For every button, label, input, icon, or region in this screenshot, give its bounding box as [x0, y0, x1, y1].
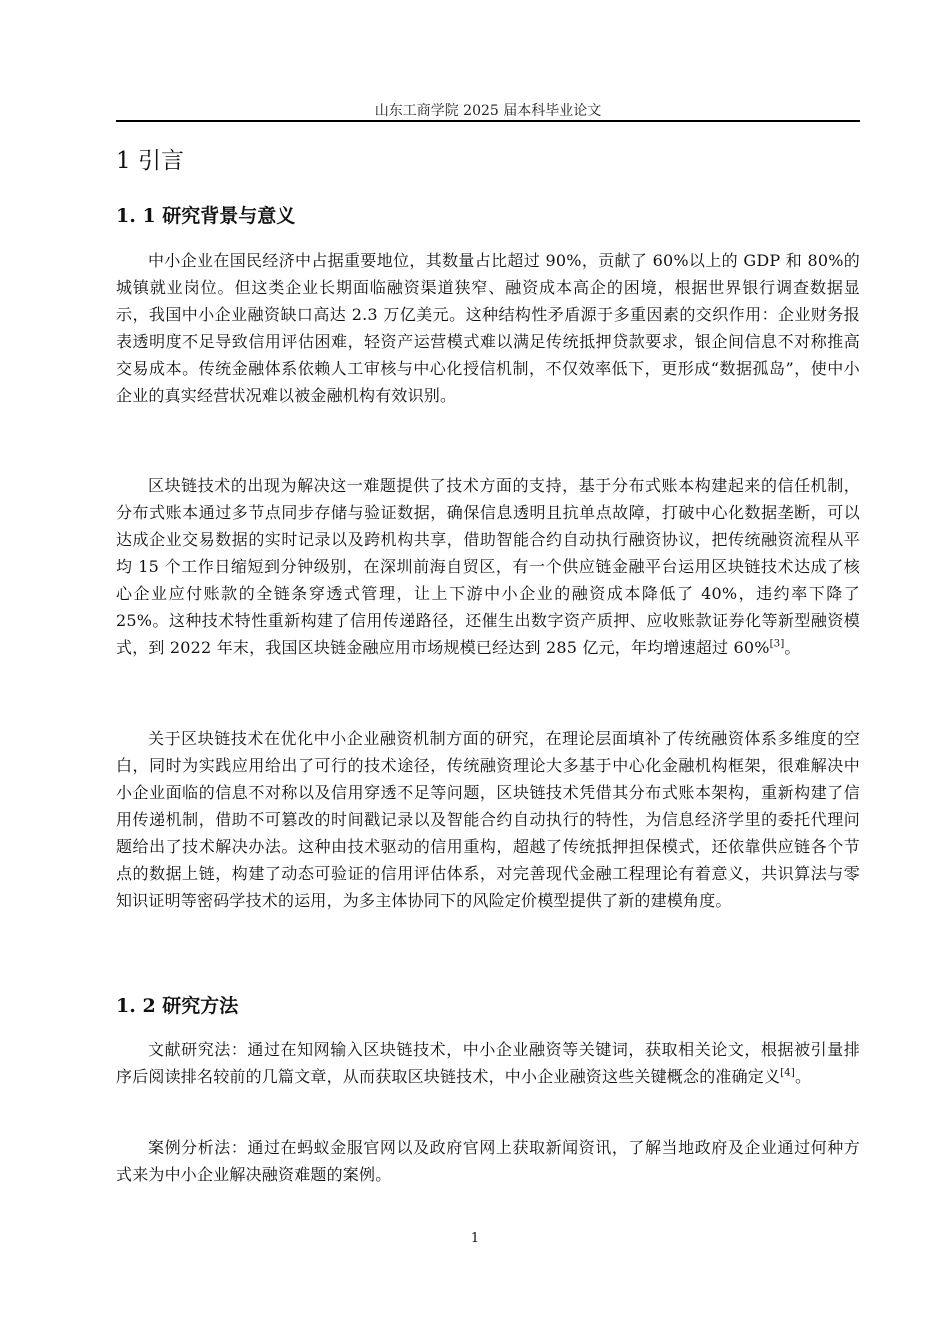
paragraph-case-method: 案例分析法：通过在蚂蚁金服官网以及政府官网上获取新闻资讯，了解当地政府及企业通过何种方式来为中小企业解决融资难题的案例。: [116, 1138, 860, 1184]
paragraph-end: 。: [784, 638, 801, 657]
citation-ref: [4]: [780, 1067, 795, 1079]
citation-ref: [3]: [769, 638, 785, 650]
paragraph-background-2: [116, 472, 860, 661]
paragraph-end: 。: [794, 1067, 812, 1086]
paragraph-significance: 关于区块链技术在优化中小企业融资机制方面的研究，在理论层面填补了传统融资体系多维度的空白，同时为实践应用给出了可行的技术途径，传统融资理论大多基于中心化金融机构框架，很难解决中小企业面临的信息不对称以及信用穿透不足等问题，区块链技术凭借其分布式账本架构，重新构建了信用传递机制，借助不可篡改的时间戳记录以及智能合约自动执行的特性，为信息经济学里的委托代理问题给出了技术解决办法。这种由技术驱动的信用重构，超越了传统抵押担保模式，还依靠供应链各个节点的数据上链，构建了动态可验证的信用评估体系，对完善现代金融工程理论有着意义，共识算法与零知识证明等密码学技术的运用，为多主体协同下的风险定价模型提供了新的建模角度。: [116, 729, 860, 910]
page-header: 山东工商学院 2025 届本科毕业论文: [374, 103, 602, 119]
page-number: 1: [470, 1231, 480, 1246]
section-title-background: 1. 1 研究背景与意义: [116, 205, 296, 227]
chapter-title: 1 引言: [116, 148, 184, 174]
section-title-methods: 1. 2 研究方法: [116, 995, 239, 1017]
paragraph-background-1: 中小企业在国民经济中占据重要地位，其数量占比超过 90%，贡献了 60%以上的 GDP 和 80%的城镇就业岗位。但这类企业长期面临融资渠道狭窄、融资成本高企的困境，根据世界银行调查数据显示，我国中小企业融资缺口高达 2.3 万亿美元。这种结构性矛盾源于多重因素的交织作用：企业财务报表透明度不足导致信用评估困难，轻资产运营模式难以满足传统抵押贷款要求，银企间信息不对称推高交易成本。传统金融体系依赖人工审核与中心化授信机制，不仅效率低下，更形成“数据孤岛”，使中小企业的真实经营状况难以被金融机构有效识别。: [116, 251, 860, 405]
paragraph-text: 文献研究法：通过在知网输入区块链技术，中小企业融资等关键词，获取相关论文，根据被引量排序后阅读排名较前的几篇文章，从而获取区块链技术，中小企业融资这些关键概念的准确定义: [116, 1040, 860, 1086]
paragraph-text: 区块链技术的出现为解决这一难题提供了技术方面的支持，基于分布式账本构建起来的信任机制，分布式账本通过多节点同步存储与验证数据，确保信息透明且抗单点故障，打破中心化数据垄断，可以达成企业交易数据的实时记录以及跨机构共享，借助智能合约自动执行融资协议，把传统融资流程从平均 15 个工作日缩短到分钟级别，在深圳前海自贸区，有一个供应链金融平台运用区块链技术达成了核心企业应付账款的全链条穿透式管理，让上下游中小企业的融资成本降低了 40%，违约率下降了 25%。这种技术特性重新构建了信用传递路径，还催生出数字资产质押、应收账款证券化等新型融资模式，到 2022 年末，我国区块链金融应用市场规模已经达到 285 亿元，年均增速超过 60%: [116, 476, 860, 657]
paragraph-literature-method: [116, 1036, 860, 1090]
header-rule: [116, 120, 860, 122]
